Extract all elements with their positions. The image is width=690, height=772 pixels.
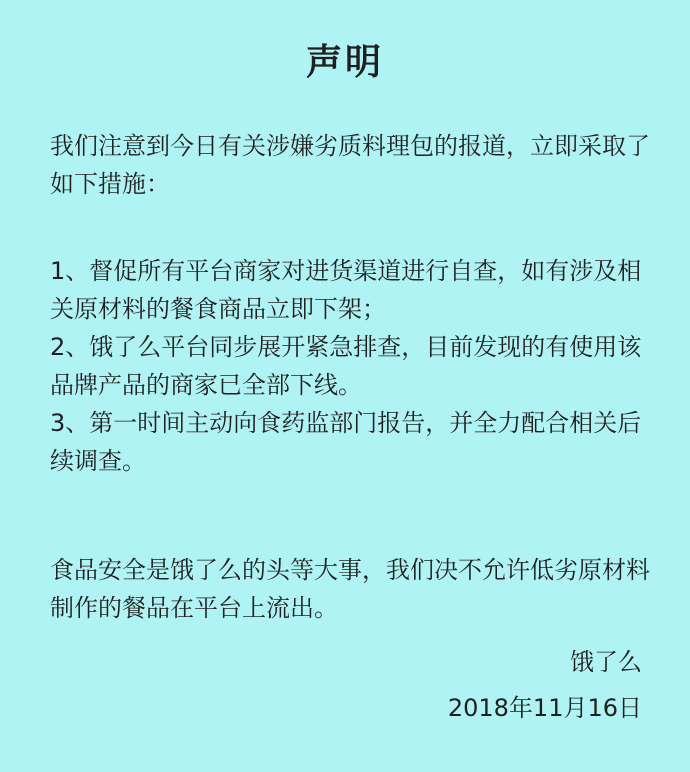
statement-title: 声明 bbox=[305, 42, 384, 83]
closing-paragraph: 食品安全是饿了么的头等大事，我们决不允许低劣原材料制作的餐品在平台上流出。 bbox=[50, 556, 650, 622]
measures-list bbox=[50, 252, 650, 480]
intro-paragraph: 我们注意到今日有关涉嫌劣质料理包的报道，立即采取了如下措施： bbox=[50, 132, 650, 198]
measure-item: 3、第一时间主动向食药监部门报告，并全力配合相关后续调查。 bbox=[50, 409, 642, 475]
signature-date: 2018年11月16日 bbox=[447, 694, 642, 722]
measure-item: 2、饿了么平台同步展开紧急排查，目前发现的有使用该品牌产品的商家已全部下线。 bbox=[50, 333, 642, 399]
measure-item: 1、督促所有平台商家对进货渠道进行自查，如有涉及相关原材料的餐食商品立即下架； bbox=[50, 257, 642, 323]
signature-name: 饿了么 bbox=[570, 648, 642, 676]
